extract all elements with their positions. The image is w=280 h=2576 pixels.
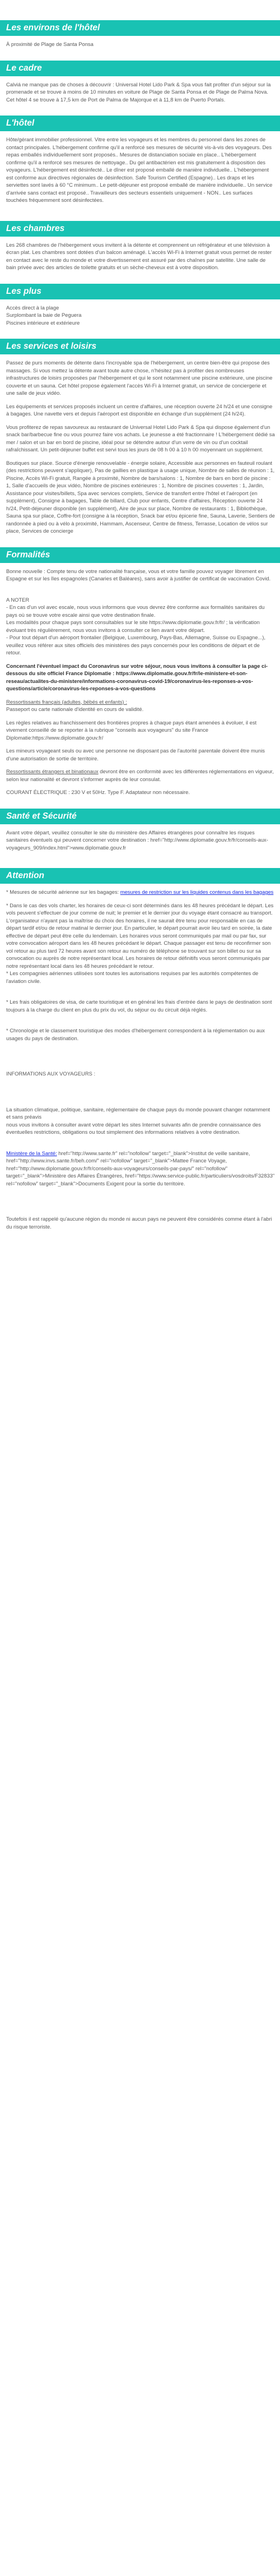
sante-text: Avant votre départ, veuillez consulter le site du ministère des Affaires étrangères pour connaître les risques sanitaires éventuels qui peuvent concerner votre destination : href="http://www.diplomatie.gouv.fr/fr/conseils-aux-voyageurs_909/index.html">www.diplomatie.gouv.fr xyxy=(6,829,268,851)
plus-line: Accès direct à la plage xyxy=(6,304,59,311)
plus-section xyxy=(0,304,280,327)
formalites-heading: Formalités xyxy=(0,547,280,563)
services-paragraph: Passez de purs moments de détente dans l'incroyable spa de l'hébergement, un centre bien-être qui propose des massages. Si vous mettez la détente avant toute autre chose, n'hésitez pas à profiter des nombreuses infrastructures de loisirs proposées par l'hébergement et qui le sont notamment une piscine extérieure, une piscine couverte et un sauna. Cet hôtel propose également l'accès Wi-Fi à Internet gratuit, un service de conciergerie et une salle de jeux vidéo. xyxy=(6,359,273,396)
terrorisme-text: Toutefois il est rappelé qu'aucune région du monde ni aucun pays ne peuvent être considérés comme étant à l'abri du risque terroriste. xyxy=(6,1216,272,1230)
liquides-link[interactable]: mesures de restriction sur les liquides contenus dans les bagages xyxy=(120,889,274,895)
etrangers-title: Ressortissants étrangers et binationaux xyxy=(6,768,99,774)
hotel-section xyxy=(0,136,280,204)
etrangers-text: devront être en conformité avec les différentes réglementations en vigueur, selon leur nationalité et devront s'informer auprès de leur consulat. xyxy=(6,768,274,782)
services-paragraph: Boutiques sur place. Source d'énergie renouvelable - énergie solaire, Accessible aux personnes en fauteuil roulant (des restrictions peuvent s'appliquer), Pas de gaillies en plastique à usage unique, Nombre de salles de réunion : 1, Piscine, Accès Wi-Fi gratuit, Rangée à proximité, Nombre de bars/salons : 1, Nombre de bars en bord de piscine : 1, Salle d'accueils de jeux vidéo, Nombre de piscines extérieures : 1, Nombre de piscines couvertes : 1, Jardin, Assistance pour visites/billets, Spa avec services complets, Service de transfert entre l'hôtel et l'aéroport (en supplément), Consigne à bagages, Table de billard, Club pour enfants, Centre d'affaires, Réception ouverte 24 h/24, Petit-déjeuner disponible (en supplément), Aire de jeux sur place, Nombre de restaurants : 1, Bibliothèque, Sauna spa sur place, Coffre-fort (consigne à la réception, Snack bar et/ou épicerie fine, Sauna, Laverie, Sentiers de randonnée à pied ou à vélo à proximité, Hammam, Ascenseur, Centre de fitness, Terrasse, Location de vélos sur place, Services de concierge xyxy=(6,459,275,534)
cadre-heading: Le cadre xyxy=(0,61,280,76)
coronavirus-notice: Concernant l'éventuel impact du Coronavirus sur votre séjour, nous vous invitons à consulter la page ci-dessous du site officiel France Diplomatie : https://www.diplomatie.gouv.fr/fr/le-ministere-et-son-reseau/actualites-du-ministere/informations-coronavirus-covid-19/coronavirus-les-reponses-a-vos-questions/article/coronavirus-les-reponses-a-vos-questions xyxy=(6,662,268,691)
plus-line: Piscines intérieure et extérieure xyxy=(6,319,80,326)
bagages-prefix: * Mesures de sécurité aérienne sur les bagages: xyxy=(6,889,119,895)
chambres-heading: Les chambres xyxy=(0,221,280,237)
environs-section xyxy=(0,40,280,48)
frais-text: * Les frais obligatoires de visa, de carte touristique et en général les frais d'entrée dans le pays de destination sont toujours à la charge du client en plus du prix du vol, du séjour ou du circuit déjà réglés. xyxy=(6,999,272,1013)
courant-text: COURANT ÉLECTRIQUE : 230 V et 50Hz. Type F. Adaptateur non nécessaire. xyxy=(6,789,190,795)
mineurs-text: Les mineurs voyageant seuls ou avec une personne ne disposant pas de l'autorité parentale doivent être munis d'une autorisation de sortie de territoire. xyxy=(6,747,265,761)
services-section xyxy=(0,359,280,535)
chambres-text: Les 268 chambres de l'hébergement vous invitent à la détente et comprennent un réfrigérateur et une télévision à écran plat. Les chambres sont dotées d'un balcon aménagé. L'accès Wi-Fi à Internet gratuit vous permet de rester en contact avec le reste du monde et votre divertissement est assuré par des chaînes par satellite. Une salle de bain privée avec des articles de toilette gratuits et un sèche-cheveux est à votre disposition. xyxy=(6,241,272,270)
environs-heading: Les environs de l'hôtel xyxy=(0,20,280,36)
page xyxy=(0,0,280,1230)
info-text: La situation climatique, politique, sanitaire, réglementaire de chaque pays du monde pouvant changer notamment et sans préavis nous vous invitons à consulter avant votre départ les sites Internet suivants afin de prendre connaissance des éventuelles restrictions, obligations ou tout simplement des informations relatives à votre destination. xyxy=(6,1106,270,1135)
anoter-text: - En cas d'un vol avec escale, nous vous informons que vous devrez être conforme aux formalités sanitaires du pays où se trouve votre escale ainsi que votre destination finale. Les modalités pour chaque pays sont consultables sur le site https://www.diplomatie.gouv.fr/fr/ ; la vérification évoluant très régulièrement, nous vous invitons à consulter ce lien avant votre départ. - Pour tout départ d'un aéroport frontalier (Belgique, Luxembourg, Pays-Bas, Allemagne, Suisse ou Espagne...), veuillez vous référer aux sites officiels des ministères des pays concernés pour les conditions de départ et de retour. xyxy=(6,604,265,655)
attention-section xyxy=(0,888,280,1230)
chambres-section xyxy=(0,241,280,271)
attention-heading: Attention xyxy=(0,868,280,884)
classement-text: * Chronologie et le classement touristique des modes d'hébergement correspondent à la réglementation ou aux usages du pays de destination. xyxy=(6,1027,265,1041)
formalites-intro: Bonne nouvelle : Compte tenu de votre nationalité française, vous et votre famille pouvez voyager librement en Espagne et sur les îles espagnoles (Canaries et Baléares), sans avoir à justifier de certificat de vaccination Covid. xyxy=(6,567,271,581)
plus-list xyxy=(6,304,275,327)
cadre-section xyxy=(0,81,280,104)
info-title: INFORMATIONS AUX VOYAGEURS : xyxy=(6,1070,96,1077)
sante-section xyxy=(0,829,280,852)
services-heading: Les services et loisirs xyxy=(0,339,280,354)
hotel-text: Hôte/gérant immobilier professionnel. Vitre entre les voyageurs et les membres du personnel dans les zones de contact principales. L'hébergement confirme qu'il a renforcé ses mesures de sécurité vis-à-vis des voyageurs. Des repas emballés individuellement sont proposés.. Mesures de distanciation sociale en place.. L'hébergement confirme qu'il a renforcé ses mesures de nettoyage.. Du gel antibactérien est mis gratuitement à disposition des voyageurs. L'hébergement est désinfecté.. Le dîner est proposé emballé de manière individuelle.. L'hébergement est conforme aux directives régionales de désinfection. Safe Tourism Certified (Espagne).. Les draps et les serviettes sont lavés à 60 °C minimum.. Le petit-déjeuner est proposé emballé de manière individuelle.. Un service d'arrivée sans contact est proposé.. Travailleurs des secteurs essentiels uniquement - NON.. Les surfaces touchées fréquemment sont désinfectées. xyxy=(6,136,273,203)
ministere-text: href="http://www.sante.fr" rel="nofollow" target="_blank">Institut de veille sanitaire, href="http://www.invs.sante.fr/beh.com/" rel="nofollow" target="_blank">Mattee France Voyage, href="http://www.diplomatie.gouv.fr/fr/conseils-aux-voyageurs/conseils-par-pays/" rel="nofollow" target="_blank">Ministère des Affaires Étrangères, href="https://www.service-public.fr/particuliers/vosdroits/F32833" rel="nofollow" target="_blank">Documents Exigent pour la sortie du territoire. xyxy=(6,1149,275,1187)
ressortissants-title: Ressortissants français (adultes, bébés et enfants) : xyxy=(6,698,127,705)
services-paragraph: Vous profiterez de repas savoureux au restaurant de Universal Hotel Lido Park & Spa qui dispose également d'un snack bar/barbecue fine ou vous pourrez faire vos achats. Le jeunesse a été fractionnaire ! L'hébergement dédié sa mer / salon et un bar en bord de piscine, idéal pour se détendre autour d'un verre de vin ou d'un cocktail rafraîchissant. Un petit-déjeuner buffet est servi tous les jours de 08 h 00 à 10 h 00 moyennant un supplément. xyxy=(6,423,275,453)
plus-line: Surplombant la baie de Peguera xyxy=(6,312,82,318)
formalites-section xyxy=(0,567,280,796)
ressortissants-text: Passeport ou carte nationale d'identité en cours de validité. xyxy=(6,706,144,712)
environs-text: À proximité de Plage de Santa Ponsa xyxy=(6,41,94,47)
sante-heading: Santé et Sécurité xyxy=(0,809,280,824)
plus-heading: Les plus xyxy=(0,284,280,299)
hotel-heading: L'hôtel xyxy=(0,116,280,131)
charter-text: * Dans le cas des vols charter, les horaires de ceux-ci sont déterminés dans les 48 heures précédant le départ. Les vols peuvent s'effectuer de jour comme de nuit; le premier et le dernier jour du voyage étant consacré au transport. L'organisateur n'ayant pas la maîtrise du choix des horaires, il ne saurait être tenu pour responsable en cas de départ tardif et/ou de retour matinal le dernier jour. En particulier, le départ pourrait avoir lieu tard en soirée, la date effective de départ peut être celle du lendemain. Les horaires vous seront communiqués par mail ou par fax, sur votre convocation aéroport dans les 48 heures précédant le départ. Chaque passager est tenu de reconfirmer son vol retour au plus tard 72 heures avant son retour au numéro de téléphone se trouvant sur son billet ou sur sa convocation ou auprès de notre représentant local. Les horaires de retour définitifs vous seront communiqués par notre représentant local dans les 48 heures précédant le retour. * Les compagnies aériennes utilisées sont toutes les autorisations requises par les autorités compétentes de l'aviation civile. xyxy=(6,902,274,984)
services-paragraph: Les équipements et services proposés incluent un centre d'affaires, une réception ouverte 24 h/24 et une consigne à bagages. Une navette vers et depuis l'aéroport est disponible en échange d'un supplément (24 h/24). xyxy=(6,403,273,417)
cadre-text: Calviá ne manque pas de choses à découvrir : Universal Hotel Lido Park & Spa vous fait profiter d'un séjour sur la promenade et se trouve à moins de 10 minutes en voiture de Plage de Santa Ponsa et de Plage de Palma Nova. Cet hôtel 4 se trouve à 17,5 km de Port de Palma de Majorque et à 11,8 km de Puerto Portals. xyxy=(6,81,271,103)
ministere-sante-link[interactable]: Ministère de la Santé: xyxy=(6,1149,57,1156)
anoter-title: A NOTER xyxy=(6,596,30,603)
regles-text: Les règles relatives au franchissement des frontières propres à chaque pays étant amenées à évoluer, il est vivement conseillé de se reporter à la rubrique "conseils aux voyageurs" du site France Diplomatie:https://www.diplomatie.gouv.fr/ xyxy=(6,719,257,741)
